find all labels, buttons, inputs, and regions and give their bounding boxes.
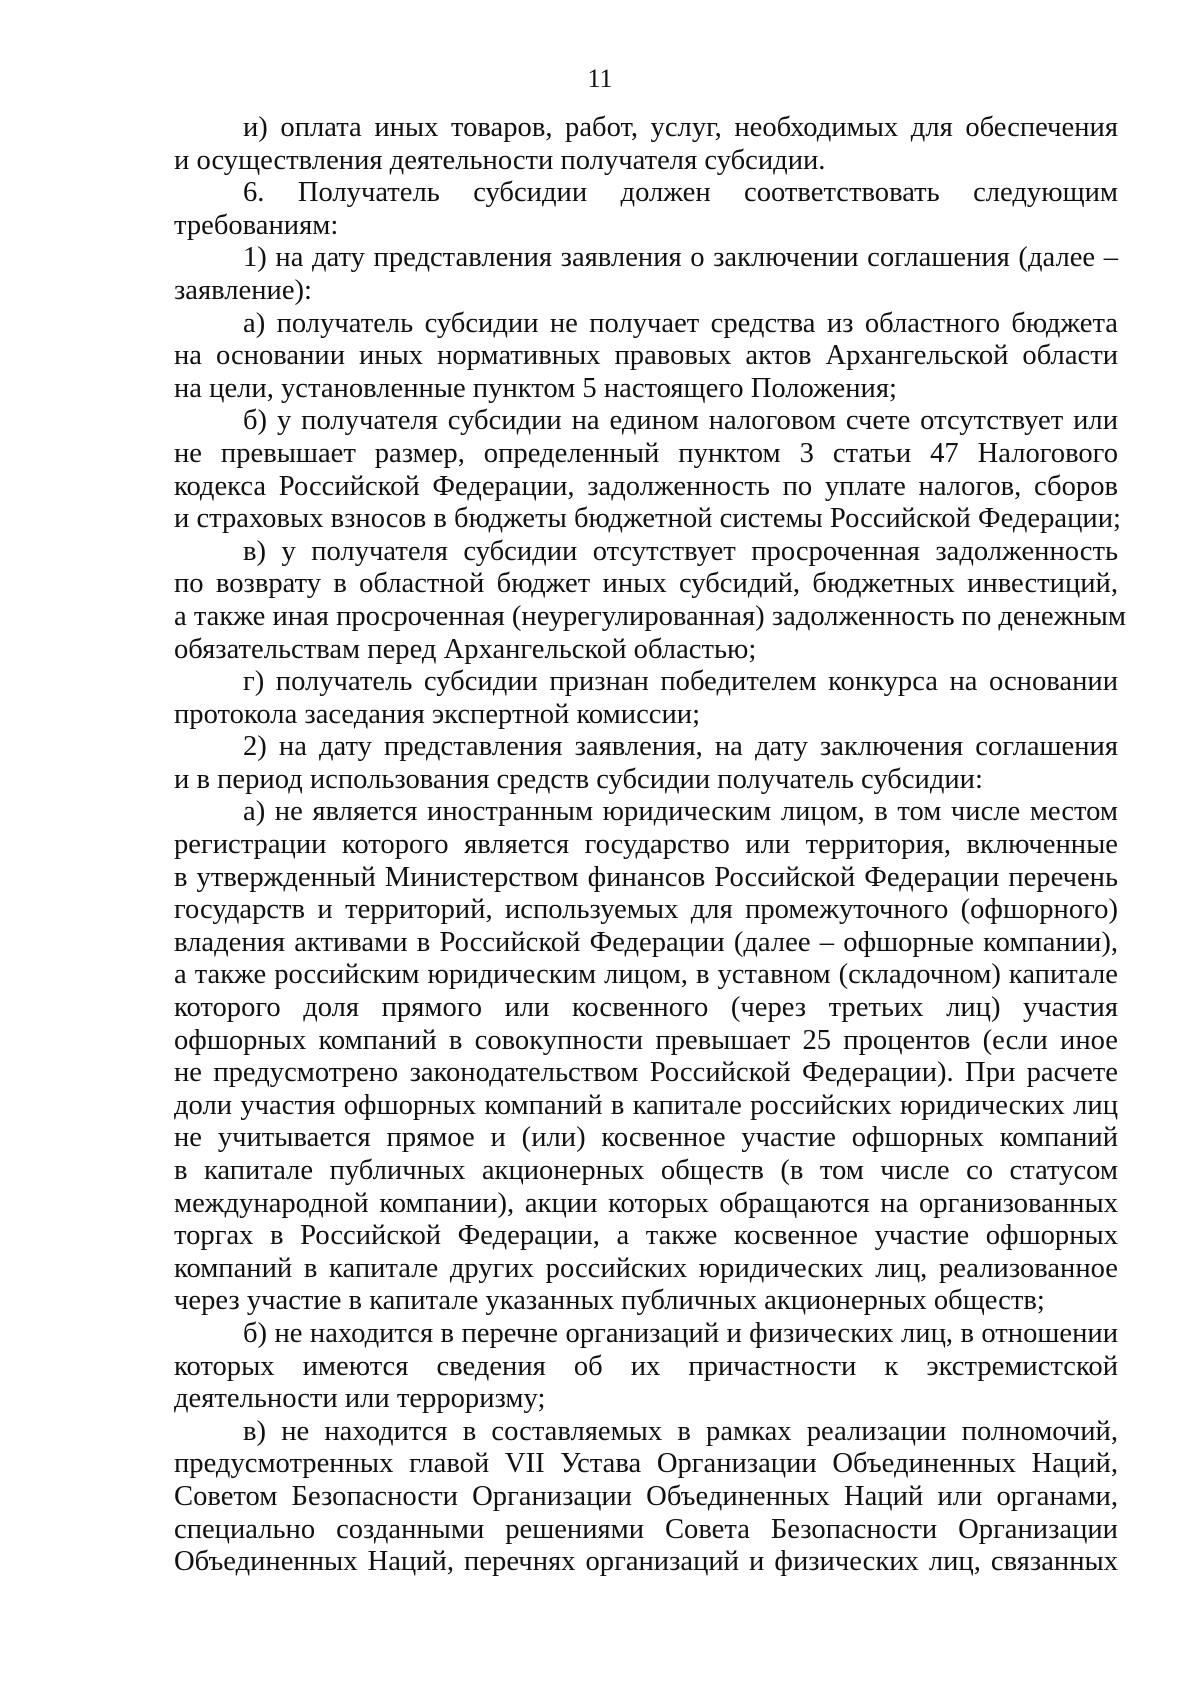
text-line: кодекса Российской Федерации, задолженность по уплате налогов, сборов: [174, 470, 1118, 502]
text-line: не превышает размер, определенный пунктом 3 статьи 47 Налогового: [174, 437, 1118, 469]
paragraph-p-item-2a: [174, 796, 1118, 1318]
text-line: предусмотренных главой VII Устава Организации Объединенных Наций,: [174, 1448, 1118, 1480]
text-line: регистрации которого является государство или территория, включенные: [174, 829, 1118, 861]
text-line: по возврату в областной бюджет иных субсидий, бюджетных инвестиций,: [174, 568, 1118, 600]
text-line: 1) на дату представления заявления о заключении соглашения (далее –: [243, 242, 1118, 274]
text-line: а также иная просроченная (неурегулированная) задолженность по денежным: [174, 600, 1126, 632]
text-line: на цели, установленные пунктом 5 настоящего Положения;: [174, 372, 897, 404]
paragraph-p-item-1v: [174, 535, 1126, 666]
text-line: владения активами в Российской Федерации (далее – офшорные компании),: [174, 926, 1118, 958]
paragraph-p-item-1a: [174, 308, 1118, 406]
text-line: протокола заседания экспертной комиссии;: [174, 698, 701, 730]
text-line: а) не является иностранным юридическим лицом, в том числе местом: [243, 796, 1118, 828]
paragraph-p-item-1g: [174, 666, 1118, 731]
text-line: на основании иных нормативных правовых актов Архангельской области: [174, 340, 1118, 372]
paragraph-p-item-2: [174, 731, 1118, 796]
text-line: не предусмотрено законодательством Российской Федерации). При расчете: [174, 1057, 1118, 1089]
text-line: которых имеются сведения об их причастности к экстремистской: [174, 1350, 1118, 1382]
text-line: б) у получателя субсидии на едином налоговом счете отсутствует или: [243, 405, 1118, 437]
text-line: которого доля прямого или косвенного (через третьих лиц) участия: [174, 992, 1118, 1024]
text-line: требованиям:: [174, 209, 339, 241]
text-line: обязательствам перед Архангельской областью;: [174, 633, 757, 665]
text-line: б) не находится в перечне организаций и физических лиц, в отношении: [243, 1317, 1118, 1349]
text-line: международной компании), акции которых обращаются на организованных: [174, 1187, 1118, 1219]
text-line: в) не находится в составляемых в рамках реализации полномочий,: [243, 1415, 1118, 1447]
text-line: и страховых взносов в бюджеты бюджетной системы Российской Федерации;: [174, 503, 1121, 535]
text-line: Объединенных Наций, перечнях организаций и физических лиц, связанных: [174, 1546, 1118, 1578]
text-line: и в период использования средств субсидии получатель субсидии:: [174, 763, 983, 795]
paragraph-p-item-i: [174, 112, 1118, 177]
text-line: специально созданными решениями Совета Безопасности Организации: [174, 1513, 1118, 1545]
text-line: 6. Получатель субсидии должен соответствовать следующим: [243, 177, 1118, 209]
text-line: государств и территорий, используемых для промежуточного (офшорного): [174, 894, 1118, 926]
text-line: Советом Безопасности Организации Объединенных Наций или органами,: [174, 1480, 1118, 1512]
paragraph-p-item-1: [174, 242, 1118, 307]
document-body: [174, 112, 1126, 1579]
text-line: деятельности или терроризму;: [174, 1383, 546, 1415]
paragraph-p-item-1b: [174, 405, 1121, 535]
text-line: не учитывается прямое и (или) косвенное участие офшорных компаний: [174, 1122, 1118, 1154]
text-line: в) у получателя субсидии отсутствует просроченная задолженность: [243, 535, 1118, 567]
text-line: заявление):: [174, 274, 312, 306]
paragraph-p-item-2b: [174, 1318, 1118, 1416]
text-line: торгах в Российской Федерации, а также косвенное участие офшорных: [174, 1220, 1118, 1252]
text-line: а также российским юридическим лицом, в уставном (складочном) капитале: [174, 959, 1118, 991]
text-line: и осуществления деятельности получателя субсидии.: [174, 144, 826, 176]
text-line: компаний в капитале других российских юридических лиц, реализованное: [174, 1252, 1118, 1284]
text-line: г) получатель субсидии признан победителем конкурса на основании: [243, 666, 1118, 698]
text-line: офшорных компаний в совокупности превышает 25 процентов (если иное: [174, 1024, 1118, 1056]
text-line: в утвержденный Министерством финансов Российской Федерации перечень: [174, 861, 1118, 893]
paragraph-p-item-2v: [174, 1416, 1118, 1579]
paragraph-p-item-6: [174, 177, 1118, 242]
text-line: через участие в капитале указанных публичных акционерных обществ;: [174, 1285, 1045, 1317]
text-line: и) оплата иных товаров, работ, услуг, необходимых для обеспечения: [243, 112, 1118, 143]
page-number: 11: [587, 64, 613, 93]
text-line: 2) на дату представления заявления, на дату заключения соглашения: [243, 731, 1118, 763]
text-line: доли участия офшорных компаний в капитале российских юридических лиц: [174, 1089, 1118, 1121]
text-line: а) получатель субсидии не получает средства из областного бюджета: [243, 307, 1118, 339]
text-line: в капитале публичных акционерных обществ (в том числе со статусом: [174, 1155, 1118, 1186]
